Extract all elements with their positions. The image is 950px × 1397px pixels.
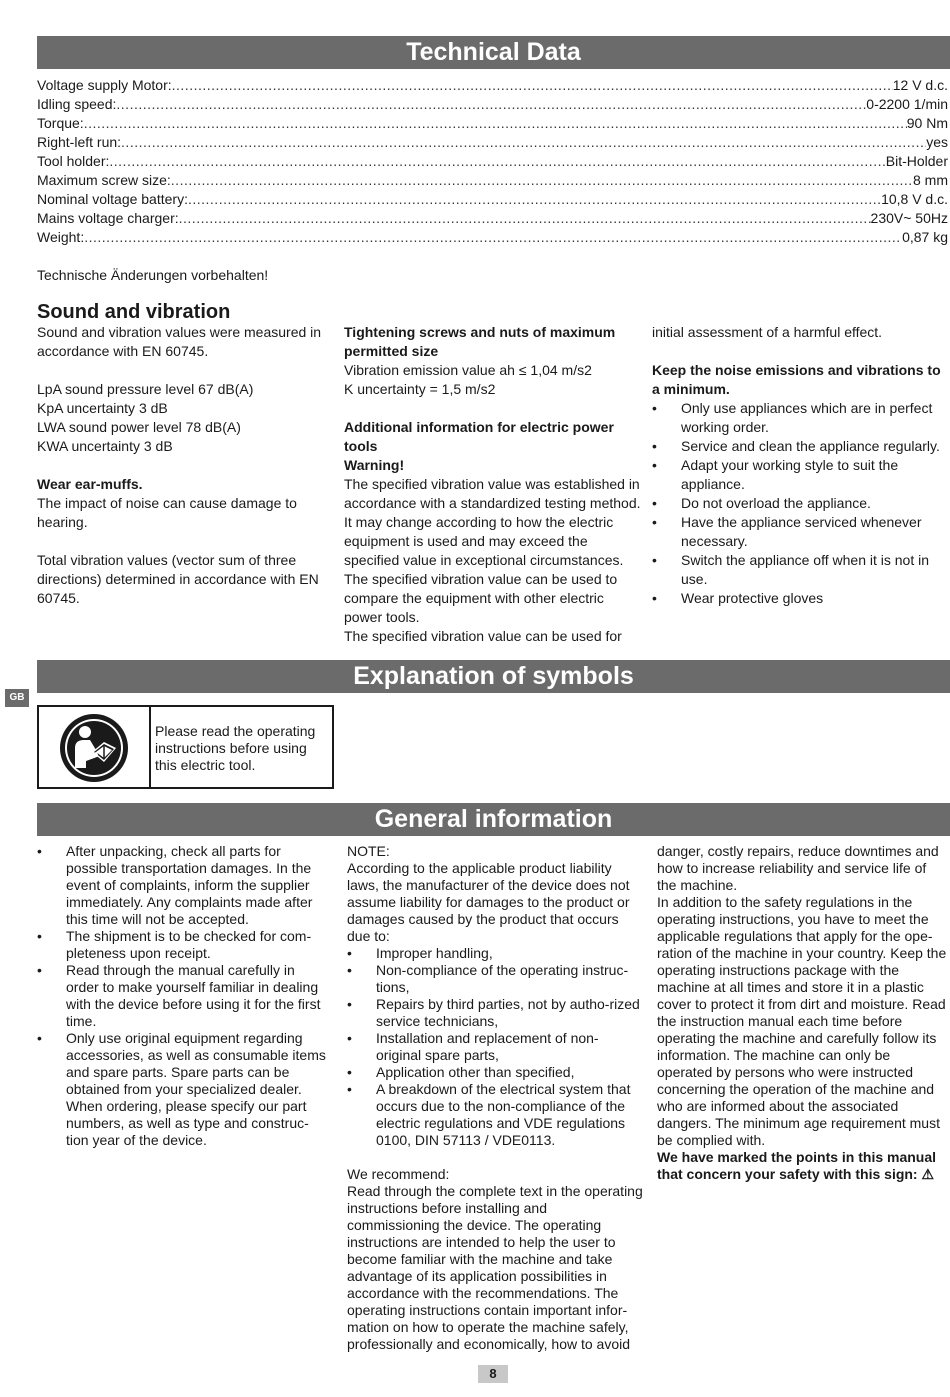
spec-value: 0,87 kg — [902, 229, 948, 245]
noise-tips-list — [652, 399, 950, 608]
warning-label: Warning! — [344, 457, 405, 473]
vibration-text-1: The specified vibration value was established in accordance with a standardized testing method. It may change according to how the electric equipment is used and may exceed the specified value in exceptional circumstances. — [344, 476, 641, 568]
leader-dots — [84, 114, 907, 133]
spec-row — [37, 114, 948, 133]
spec-row — [37, 76, 948, 95]
spec-label: Nominal voltage battery: — [37, 191, 188, 207]
spec-value: 230V~ 50Hz — [870, 210, 948, 226]
leader-dots — [109, 152, 885, 171]
note-text: According to the applicable product liability laws, the manufacturer of the device does not assume liability for damages to the product or damages caused by the product that occurs due to: — [347, 860, 630, 944]
read-manual-icon — [58, 712, 130, 784]
spec-value: 12 V d.c. — [892, 77, 948, 93]
spec-value: Bit-Holder — [885, 153, 948, 169]
tightening-heading: Tightening screws and nuts of maximum permitted size — [344, 324, 616, 359]
liability-list — [347, 945, 643, 1149]
list-item: • A breakdown of the electrical system that occurs due to the non-compliance of the electric regulations and VDE regulations 0100, DIN 57113 / VDE0113. — [347, 1081, 643, 1149]
list-item: • Adapt your working style to suit the appliance. — [652, 456, 950, 494]
spec-label: Torque: — [37, 115, 84, 131]
general-text-2: In addition to the safety regulations in the operating instructions, you have to meet the applicable regulations that apply for the ope-ration of the machine in your country. Keep the operating instructions package with the machine at all times and store it in a plastic cover to protect it from dirt and moisture. Read the instruction manual each time before operating the machine and carefully follow its information. The machine can only be operated by persons who were instructed concerning the operation of the machine and who are informed about the associated dangers. The minimum age requirement must be complied with. — [657, 894, 947, 1148]
list-item: • Only use appliances which are in perfect working order. — [652, 399, 950, 437]
spec-row — [37, 228, 948, 247]
general-column-1 — [37, 843, 329, 1149]
spec-list — [37, 76, 948, 247]
lwa-value: LWA sound power level 78 dB(A) — [37, 419, 241, 435]
vibration-emission: Vibration emission value ah ≤ 1,04 m/s2 — [344, 362, 592, 378]
leader-dots — [172, 76, 893, 95]
kwa-value: KWA uncertainty 3 dB — [37, 438, 173, 454]
technical-data-heading: Technical Data — [37, 36, 950, 69]
list-item: • Read through the manual carefully in order to make yourself familiar in dealing with the device before using it for the first time. — [37, 962, 329, 1030]
spec-label: Mains voltage charger: — [37, 210, 179, 226]
vibration-text-3: The specified vibration value can be used for — [344, 628, 622, 644]
general-text-1: danger, costly repairs, reduce downtimes and how to increase reliability and service life of the machine. — [657, 843, 939, 893]
list-item: • The shipment is to be checked for com-pleteness upon receipt. — [37, 928, 329, 962]
spec-label: Tool holder: — [37, 153, 110, 169]
spec-label: Maximum screw size: — [37, 172, 171, 188]
list-item: • Improper handling, — [347, 945, 643, 962]
leader-dots — [116, 95, 866, 114]
spec-value: 0-2200 1/min — [866, 96, 948, 112]
lpa-value: LpA sound pressure level 67 dB(A) — [37, 381, 254, 397]
symbol-description: Please read the operating instructions before using this electric tool. — [155, 723, 316, 773]
sound-column-3 — [652, 323, 950, 608]
spec-label: Idling speed: — [37, 96, 117, 112]
sound-column-2 — [344, 323, 644, 646]
spec-value: 8 mm — [913, 172, 948, 188]
safety-sign-note: We have marked the points in this manual that concern your safety with this sign: ⚠ — [657, 1149, 937, 1182]
list-item: • Non-compliance of the operating instruc-tions, — [347, 962, 643, 996]
symbol-icon-cell — [39, 707, 151, 787]
total-vibration-text: Total vibration values (vector sum of three directions) determined in accordance with EN 60745. — [37, 552, 319, 606]
note-label: NOTE: — [347, 843, 390, 859]
sound-intro: Sound and vibration values were measured in accordance with EN 60745. — [37, 324, 322, 359]
list-item: • Repairs by third parties, not by autho-rized service technicians, — [347, 996, 643, 1030]
list-item: • Have the appliance serviced whenever necessary. — [652, 513, 950, 551]
list-item: • Service and clean the appliance regularly. — [652, 437, 950, 456]
earmuffs-text: The impact of noise can cause damage to hearing. — [37, 495, 297, 530]
sound-heading: Sound and vibration — [37, 301, 231, 323]
spec-label: Weight: — [37, 229, 85, 245]
kpa-value: KpA uncertainty 3 dB — [37, 400, 168, 416]
leader-dots — [84, 228, 902, 247]
leader-dots — [188, 190, 881, 209]
sound-column-1 — [37, 323, 332, 608]
page-number: 8 — [478, 1365, 508, 1383]
list-item: • Application other than specified, — [347, 1064, 643, 1081]
spec-row — [37, 95, 948, 114]
list-item: • Switch the appliance off when it is not in use. — [652, 551, 950, 589]
additional-info-heading: Additional information for electric power tools — [344, 419, 614, 454]
unpacking-list — [37, 843, 329, 1149]
spec-row — [37, 133, 948, 152]
list-item: • Installation and replacement of non-original spare parts, — [347, 1030, 643, 1064]
changes-note: Technische Änderungen vorbehalten! — [37, 267, 269, 283]
list-item: • Do not overload the appliance. — [652, 494, 950, 513]
language-tab: GB — [5, 689, 29, 707]
spec-row — [37, 171, 948, 190]
spec-value: yes — [926, 134, 948, 150]
spec-row — [37, 190, 948, 209]
leader-dots — [121, 133, 926, 152]
list-item: • Wear protective gloves — [652, 589, 950, 608]
symbols-heading: Explanation of symbols — [37, 660, 950, 693]
list-item: • Only use original equipment regarding accessories, as well as consumable items and spare parts. Spare parts can be obtained from your specialized dealer. When ordering, please specify our part numbers, as well as type and construc-tion year of the device. — [37, 1030, 329, 1149]
spec-label: Right-left run: — [37, 134, 122, 150]
recommend-label: We recommend: — [347, 1166, 450, 1182]
earmuffs-heading: Wear ear-muffs. — [37, 476, 143, 492]
symbol-table — [37, 705, 334, 789]
spec-value: 10,8 V d.c. — [881, 191, 948, 207]
general-info-heading: General information — [37, 803, 950, 836]
vibration-uncertainty: K uncertainty = 1,5 m/s2 — [344, 381, 496, 397]
spec-label: Voltage supply Motor: — [37, 77, 172, 93]
leader-dots — [171, 171, 913, 190]
spec-value: 90 Nm — [906, 115, 948, 131]
recommend-text: Read through the complete text in the operating instructions before installing and commissioning the device. The operating instructions are intended to help the user to become familiar with the machine and take advantage of its application possibilities in accordance with the recommendations. The operating instructions contain important infor-mation on how to operate the machine safely, professionally and economically, how to avoid — [347, 1183, 643, 1352]
list-item: • After unpacking, check all parts for possible transportation damages. In the event of complaints, inform the supplier immediately. Any complaints made after this time will not be accepted. — [37, 843, 329, 928]
keep-minimum-heading: Keep the noise emissions and vibrations to a minimum. — [652, 362, 941, 397]
continuation-text: initial assessment of a harmful effect. — [652, 324, 883, 340]
general-column-3 — [657, 843, 949, 1183]
vibration-text-2: The specified vibration value can be used to compare the equipment with other electric power tools. — [344, 571, 618, 625]
general-column-2 — [347, 843, 643, 1353]
spec-row — [37, 209, 948, 228]
leader-dots — [179, 209, 871, 228]
spec-row — [37, 152, 948, 171]
